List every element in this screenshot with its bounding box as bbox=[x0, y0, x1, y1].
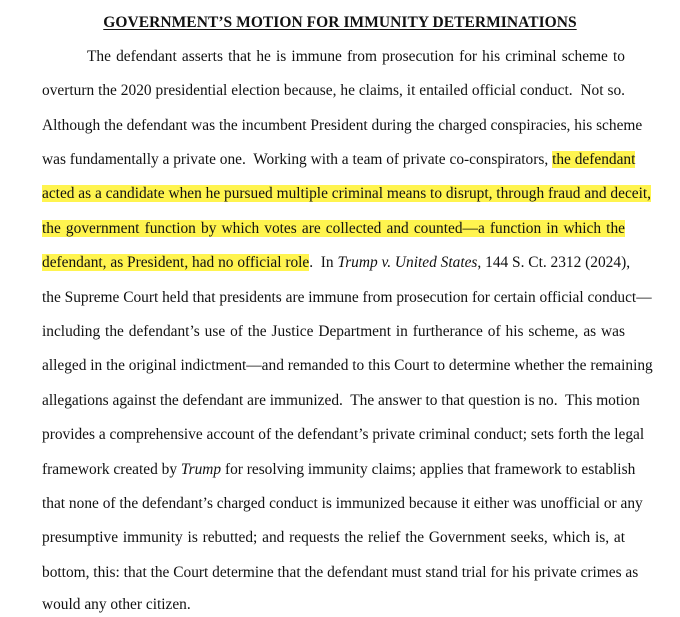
paragraph-line-13: framework created by Trump for resolving immunity claims; applies that framework to establish bbox=[42, 461, 636, 478]
paragraph-line-3: Although the defendant was the incumbent President during the charged conspiracies, his scheme bbox=[42, 117, 643, 134]
paragraph-line-15: presumptive immunity is rebutted; and requests the relief the Government seeks, which is, at bbox=[42, 529, 625, 546]
highlighted-text: acted as a candidate when he pursued multiple criminal means to disrupt, through fraud and deceit, bbox=[42, 185, 652, 202]
paragraph-line-12: provides a comprehensive account of the defendant’s private criminal conduct; sets forth the legal bbox=[42, 426, 645, 443]
paragraph-line-14: that none of the defendant’s charged conduct is immunized because it either was unofficial or any bbox=[42, 495, 643, 512]
paragraph-line-8: the Supreme Court held that presidents are immune from prosecution for certain official conduct— bbox=[42, 289, 652, 306]
document-heading: GOVERNMENT’S MOTION FOR IMMUNITY DETERMINATIONS bbox=[103, 14, 577, 31]
paragraph-line-5 bbox=[42, 182, 652, 206]
case-citation: Trump v. United States bbox=[337, 254, 478, 271]
paragraph-line-17: would any other citizen. bbox=[42, 596, 191, 613]
paragraph-line-7: defendant, as President, had no official role. In Trump v. United States, 144 S. Ct. 2312 (2024), bbox=[42, 254, 631, 271]
paragraph-line-1: The defendant asserts that he is immune from prosecution for his criminal scheme to bbox=[87, 48, 625, 65]
paragraph-line-11: allegations against the defendant are immunized. The answer to that question is no. This motion bbox=[42, 392, 640, 409]
case-citation: Trump bbox=[180, 461, 222, 478]
paragraph-line-4: was fundamentally a private one. Working with a team of private co-conspirators, the defendant bbox=[42, 151, 636, 168]
paragraph-line-10: alleged in the original indictment—and remanded to this Court to determine whether the remaining bbox=[42, 357, 653, 374]
highlighted-text: defendant, as President, had no official role bbox=[42, 254, 310, 271]
paragraph-line-2: overturn the 2020 presidential election because, he claims, it entailed official conduct. Not so. bbox=[42, 82, 625, 99]
paragraph-line-6 bbox=[42, 217, 625, 241]
highlighted-text: the defendant bbox=[552, 151, 636, 168]
highlighted-text: the government function by which votes are collected and counted—a function in which the bbox=[42, 220, 625, 237]
paragraph-line-9: including the defendant’s use of the Justice Department in furtherance of his scheme, as was bbox=[42, 323, 625, 340]
paragraph-line-16: bottom, this: that the Court determine that the defendant must stand trial for his private crimes as bbox=[42, 564, 639, 581]
